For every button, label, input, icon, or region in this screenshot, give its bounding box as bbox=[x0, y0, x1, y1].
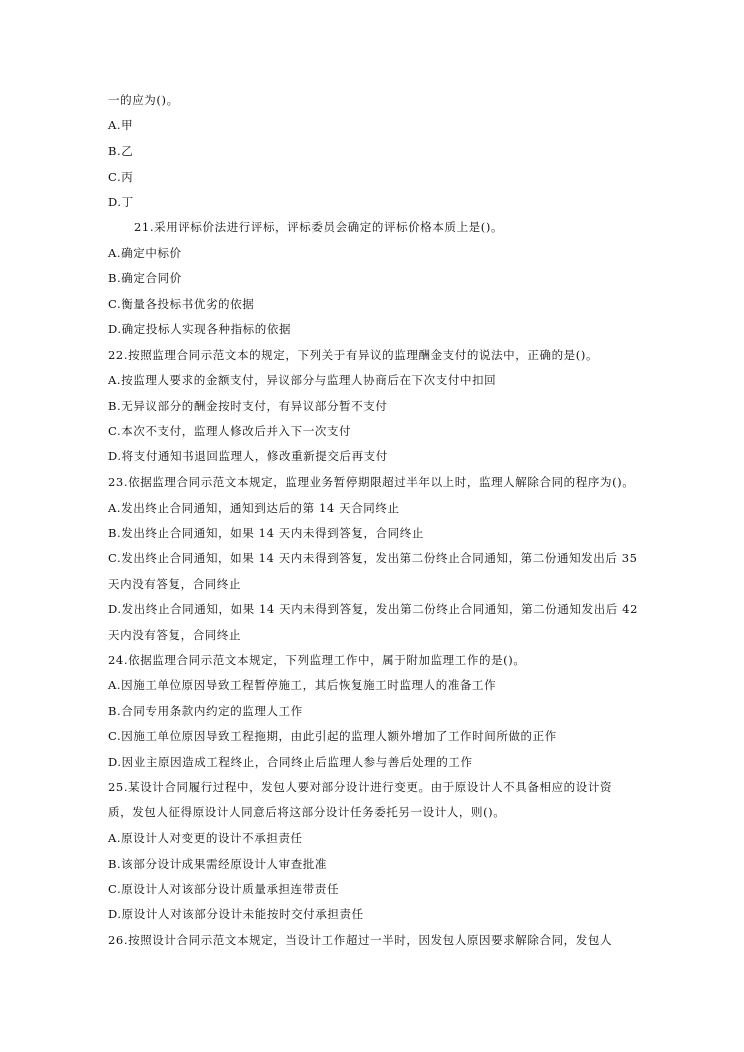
option-line: C.丙 bbox=[108, 170, 134, 184]
option-line: A.甲 bbox=[108, 118, 134, 132]
question-21: 21.采用评标价法进行评标，评标委员会确定的评标价格本质上是()。 bbox=[134, 220, 504, 234]
question-25-continued: 质，发包人征得原设计人同意后将这部分设计任务委托另一设计人，则()。 bbox=[108, 805, 506, 819]
question-24: 24.依据监理合同示范文本规定，下列监理工作中，属于附加监理工作的是()。 bbox=[108, 653, 526, 667]
option-line: B.无异议部分的酬金按时支付，有异议部分暂不支付 bbox=[108, 399, 388, 413]
option-line: A.原设计人对变更的设计不承担责任 bbox=[108, 831, 303, 845]
option-line: D.丁 bbox=[108, 195, 134, 209]
option-line: A.因施工单位原因导致工程暂停施工，其后恢复施工时监理人的准备工作 bbox=[108, 678, 497, 692]
option-line: C.原设计人对该部分设计质量承担连带责任 bbox=[108, 882, 340, 896]
option-line: A.发出终止合同通知，通知到达后的第 14 天合同终止 bbox=[108, 501, 400, 515]
question-23: 23.依据监理合同示范文本规定，监理业务暂停期限超过半年以上时，监理人解除合同的程序为()。 bbox=[108, 475, 635, 489]
option-line: D.因业主原因造成工程终止，合同终止后监理人参与善后处理的工作 bbox=[108, 755, 473, 769]
text-line: 一的应为()。 bbox=[108, 93, 179, 107]
option-line: D.发出终止合同通知，如果 14 天内未得到答复，发出第二份终止合同通知，第二份通知发出后 42 bbox=[108, 602, 638, 616]
option-line: D.将支付通知书退回监理人，修改重新提交后再支付 bbox=[108, 449, 388, 463]
option-line: C.因施工单位原因导致工程拖期，由此引起的监理人额外增加了工作时间所做的正作 bbox=[108, 729, 557, 743]
option-line: A.按监理人要求的金额支付，异议部分与监理人协商后在下次支付中扣回 bbox=[108, 373, 497, 387]
option-line: B.乙 bbox=[108, 144, 134, 158]
option-line-continued: 天内没有答复，合同终止 bbox=[108, 577, 242, 591]
option-line: C.发出终止合同通知，如果 14 天内未得到答复，发出第二份终止合同通知，第二份通知发出后 35 bbox=[108, 551, 638, 565]
option-line: B.合同专用条款内约定的监理人工作 bbox=[108, 704, 303, 718]
option-line: C.本次不支付，监理人修改后并入下一次支付 bbox=[108, 424, 352, 438]
question-25: 25.某设计合同履行过程中，发包人要对部分设计进行变更。由于原设计人不具备相应的设计资 bbox=[108, 780, 613, 794]
option-line-continued: 天内没有答复，合同终止 bbox=[108, 628, 242, 642]
option-line: D.原设计人对该部分设计未能按时交付承担责任 bbox=[108, 907, 364, 921]
option-line: B.该部分设计成果需经原设计人审查批准 bbox=[108, 857, 328, 871]
option-line: C.衡量各投标书优劣的依据 bbox=[108, 297, 255, 311]
option-line: A.确定中标价 bbox=[108, 246, 182, 260]
question-26: 26.按照设计合同示范文本规定，当设计工作超过一半时，因发包人原因要求解除合同，发包人 bbox=[108, 933, 613, 947]
option-line: D.确定投标人实现各种指标的依据 bbox=[108, 322, 292, 336]
option-line: B.发出终止合同通知，如果 14 天内未得到答复，合同终止 bbox=[108, 526, 424, 540]
option-line: B.确定合同价 bbox=[108, 271, 182, 285]
question-22: 22.按照监理合同示范文本的规定，下列关于有异议的监理酬金支付的说法中，正确的是()。 bbox=[108, 348, 599, 362]
